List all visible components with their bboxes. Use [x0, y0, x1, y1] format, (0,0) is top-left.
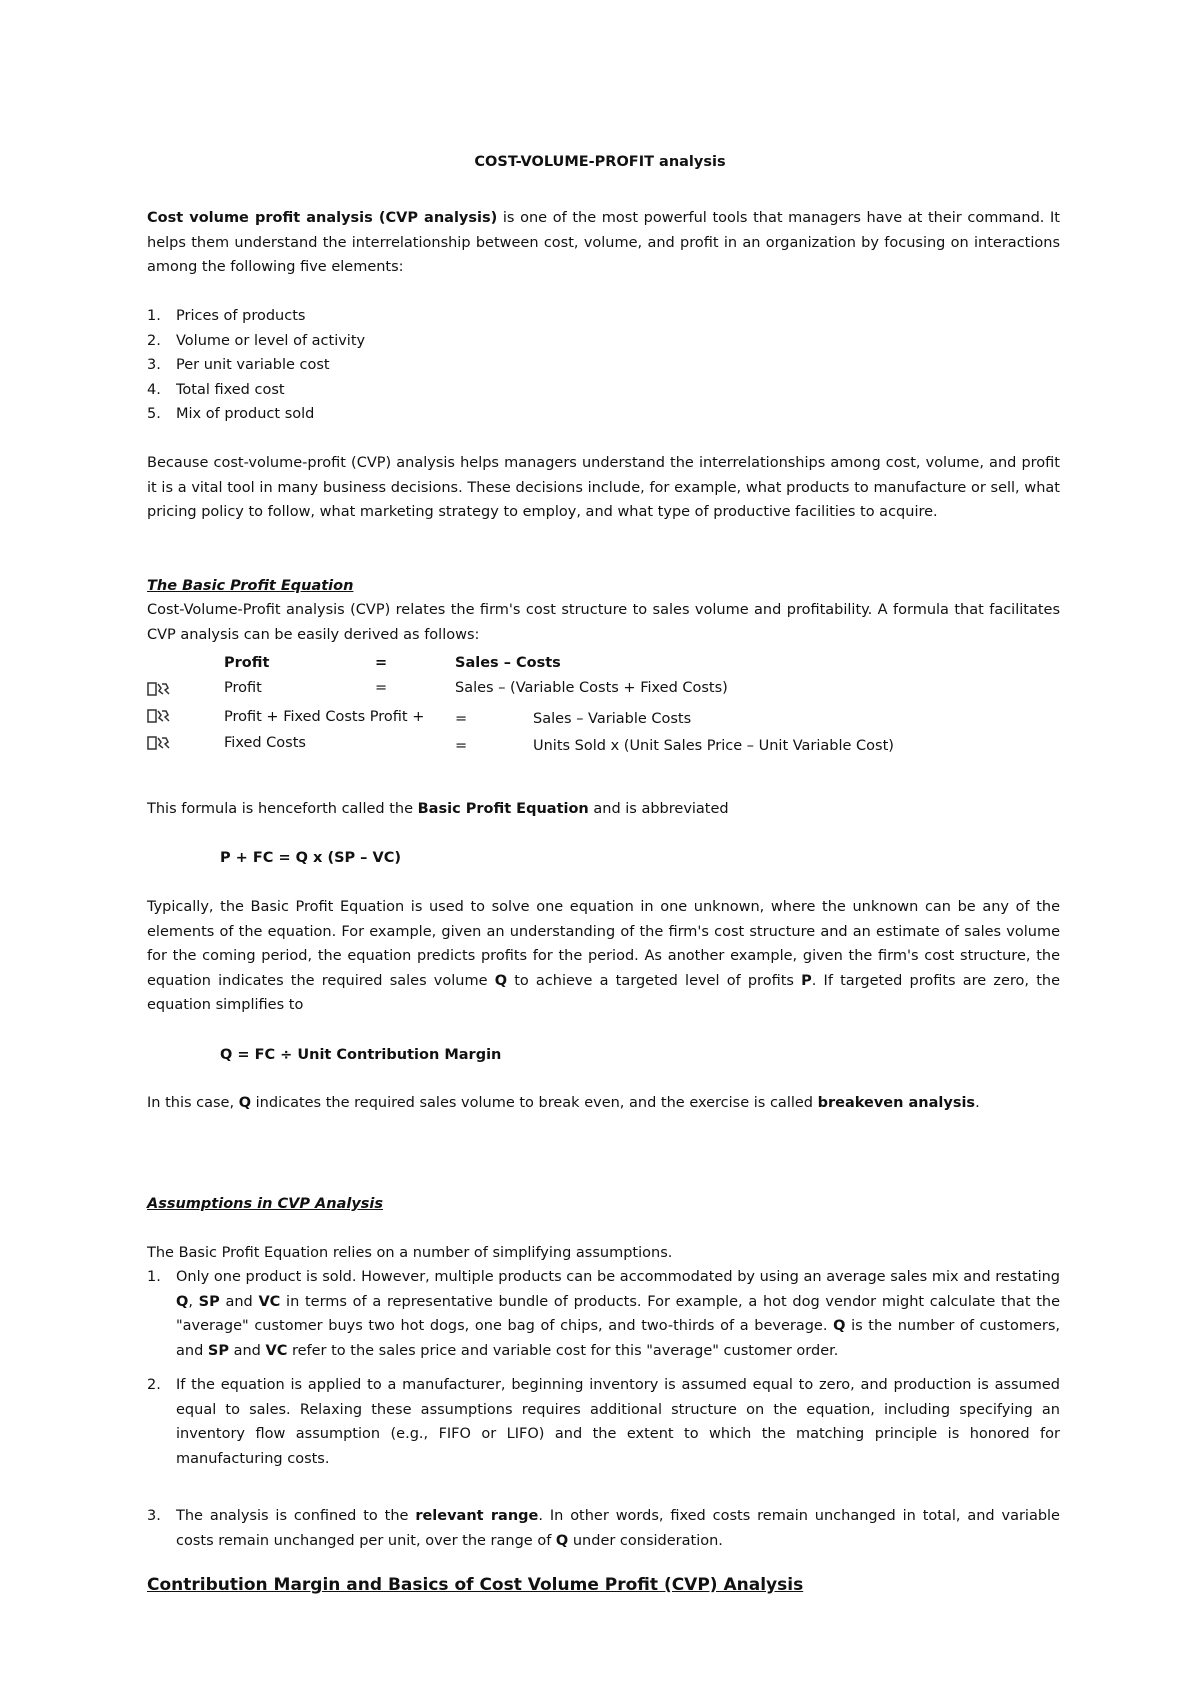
text-run-bold: Q	[494, 972, 508, 989]
formula-breakeven: Q = FC ÷ Unit Contribution Margin	[220, 1047, 502, 1063]
text-run: refer to the sales price and variable cost for this "average" customer order.	[287, 1342, 839, 1359]
assumptions-heading	[147, 1192, 1060, 1217]
formula-sentence	[147, 797, 1060, 822]
broken-image-icon	[147, 736, 171, 750]
list-item	[147, 304, 1060, 329]
list-item	[147, 1265, 1060, 1363]
formula-sentence-post: and is abbreviated	[588, 801, 729, 817]
eq-r2-equals: =	[375, 680, 388, 696]
assumptions-list	[147, 1373, 1060, 1471]
text-run: to achieve a targeted level of profits	[507, 972, 802, 989]
elements-list	[147, 304, 1060, 427]
basic-profit-paragraph: Cost-Volume-Profit analysis (CVP) relates the firm's cost structure to sales volume and profitability. A formula that facilitates CVP analysis can be easily derived as follows:	[147, 602, 1060, 643]
list-number: 1.	[147, 308, 161, 324]
broken-image-icon	[147, 709, 171, 723]
list-number: 2.	[147, 1377, 161, 1393]
list-number: 2.	[147, 332, 161, 349]
text-run: The analysis is confined to the	[176, 1508, 416, 1524]
text-run: Only one product is sold. However, multiple products can be accommodated by using an average sales mix and restating	[176, 1269, 1060, 1285]
text-run: . In other words, fixed costs remain unchanged in total, and variable costs remain unchanged per unit, over the range of	[176, 1508, 1060, 1549]
eq-r2-left: Profit	[224, 680, 262, 696]
assumptions-heading-text: Assumptions in CVP Analysis	[147, 1196, 384, 1212]
assumptions-list	[147, 1504, 1060, 1553]
text-run: under consideration.	[568, 1532, 723, 1549]
intro-paragraph	[147, 206, 1060, 280]
list-text: Prices of products	[176, 308, 306, 324]
text-run: . If targeted profits are zero, the equation simplifies to	[147, 972, 1060, 1013]
formula-sentence-pre: This formula is henceforth called the	[147, 801, 418, 817]
eq-r4-left: Fixed Costs	[224, 735, 306, 751]
list-text: Volume or level of activity	[176, 332, 366, 349]
text-run-bold: VC	[265, 1342, 288, 1359]
text-run: If the equation is applied to a manufacturer, beginning inventory is assumed equal to zero, and production is assumed equal to sales. Relaxing these assumptions requires additional structure on the equation, including specifying an inventory flow assumption (e.g., FIFO or LIFO) and the extent to which the matching principle is honored for manufacturing costs.	[176, 1377, 1060, 1467]
assumptions-list	[147, 1265, 1060, 1363]
intro-rest: is one of the most powerful tools that managers have at their command. It helps them understand the interrelationship between cost, volume, and profit in an organization by focusing on interactions among the following five elements:	[147, 210, 1060, 275]
eq-r1-equals: =	[375, 655, 388, 671]
because-paragraph: Because cost-volume-profit (CVP) analysis helps managers understand the interrelationships among cost, volume, and profit it is a vital tool in many business decisions. These decisions include, for example, what products to manufacture or sell, what pricing policy to follow, what marketing strategy to employ, and what type of productive facilities to acquire.	[147, 455, 1060, 520]
text-run: In this case,	[147, 1095, 239, 1111]
list-number: 5.	[147, 406, 161, 422]
text-run: indicates the required sales volume to break even, and the exercise is called	[251, 1095, 818, 1111]
breakeven-sentence	[147, 1091, 1060, 1116]
list-number: 1.	[147, 1269, 161, 1285]
text-run-bold: VC	[258, 1293, 281, 1310]
list-text: Total fixed cost	[176, 381, 285, 398]
list-item	[147, 353, 1060, 378]
list-number: 3.	[147, 357, 161, 373]
list-number: 4.	[147, 381, 161, 398]
list-item	[147, 1504, 1060, 1553]
list-item	[147, 402, 1060, 427]
intro-lead: Cost volume profit analysis (CVP analysis)	[147, 210, 498, 226]
assumptions-intro: The Basic Profit Equation relies on a number of simplifying assumptions.	[147, 1245, 673, 1261]
text-run-bold: SP	[198, 1293, 220, 1310]
text-run-bold: Q	[238, 1095, 252, 1111]
list-item	[147, 1373, 1060, 1471]
final-heading-text: Contribution Margin and Basics of Cost Volume Profit (CVP) Analysis	[147, 1575, 804, 1595]
text-run: .	[975, 1095, 980, 1111]
eq-r3-left: Profit + Fixed Costs Profit +	[224, 709, 425, 725]
text-run: Typically, the Basic Profit Equation is used to solve one equation in one unknown, where the unknown can be any of the elements of the equation. For example, given an understanding of the firm's cost structure and an estimate of sales volume for the coming period, the equation predicts profits for the period. As another example, given the firm's cost structure, the equation indicates the required sales volume	[147, 899, 1060, 989]
list-text: Per unit variable cost	[176, 357, 330, 373]
text-run: is the number of customers, and	[176, 1318, 1061, 1359]
text-run: ,	[188, 1293, 199, 1310]
text-run: and	[219, 1293, 259, 1310]
basic-profit-heading	[147, 574, 1060, 599]
text-run-bold: breakeven analysis	[817, 1095, 976, 1111]
eq-r4-right: Units Sold x (Unit Sales Price – Unit Variable Cost)	[533, 738, 894, 754]
list-item	[147, 378, 1060, 403]
formula-main: P + FC = Q x (SP – VC)	[220, 850, 401, 866]
text-run-bold: Q	[833, 1318, 846, 1334]
eq-r3-equals: =	[455, 711, 468, 727]
list-item	[147, 329, 1060, 354]
broken-image-icon	[147, 682, 171, 696]
eq-r1-left: Profit	[224, 655, 270, 671]
final-heading	[147, 1575, 1060, 1595]
eq-r4-equals: =	[455, 738, 468, 754]
list-text: Mix of product sold	[176, 406, 315, 422]
text-run: in terms of a representative bundle of products. For example, a hot dog vendor might calculate that the "average" customer buys two hot dogs, one bag of chips, and two-thirds of a beverage.	[176, 1293, 1061, 1334]
eq-r3-right: Sales – Variable Costs	[533, 711, 692, 727]
list-number: 3.	[147, 1508, 161, 1524]
text-run-bold: relevant range	[415, 1508, 539, 1524]
text-run-bold: SP	[207, 1342, 229, 1359]
text-run-bold: P	[801, 972, 812, 989]
text-run-bold: Q	[176, 1293, 189, 1310]
formula-sentence-bold: Basic Profit Equation	[417, 801, 589, 817]
text-run: and	[228, 1342, 266, 1359]
typically-paragraph	[147, 895, 1060, 1018]
text-run-bold: Q	[555, 1532, 569, 1549]
basic-profit-heading-text: The Basic Profit Equation	[147, 578, 354, 594]
eq-r2-right: Sales – (Variable Costs + Fixed Costs)	[455, 680, 728, 696]
eq-r1-right: Sales – Costs	[455, 655, 561, 671]
document-title: COST-VOLUME-PROFIT analysis	[474, 154, 726, 170]
